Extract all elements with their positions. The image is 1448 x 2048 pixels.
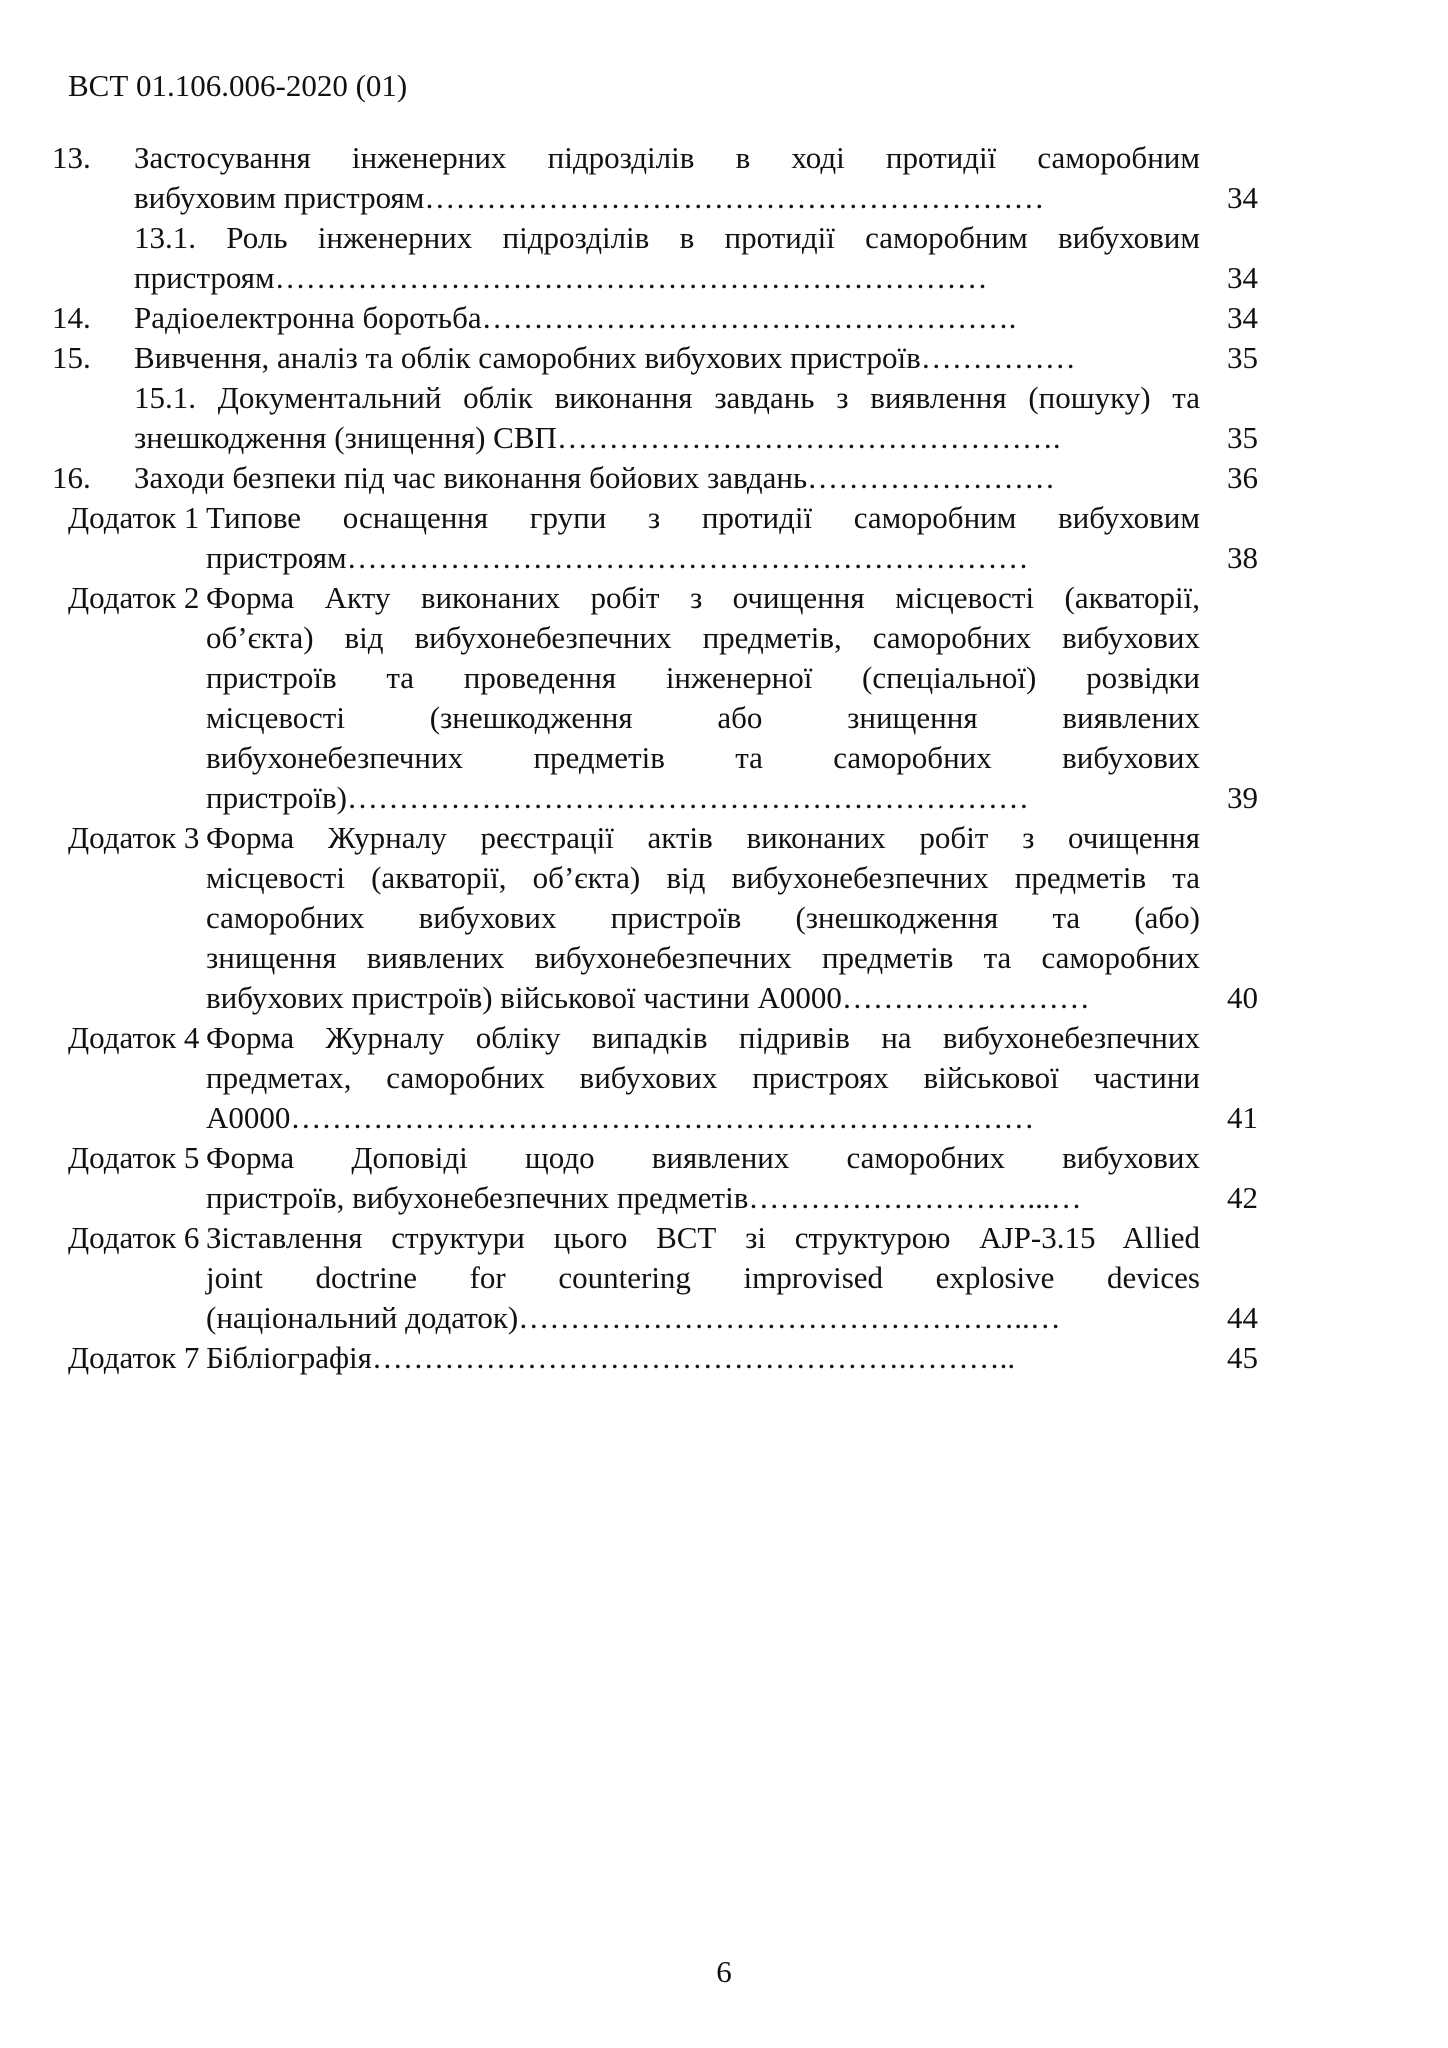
appendix-label: Додаток 5 xyxy=(68,1140,200,1175)
toc-entry-title-line: пристроїв, вибухонебезпечних предметів………………………...… xyxy=(206,1180,1082,1215)
toc-page-number: 35 xyxy=(1227,420,1258,455)
toc-page-number: 36 xyxy=(1227,460,1258,495)
toc-appendix-7[interactable] xyxy=(0,1338,1448,1378)
toc-entry-title-line: місцевості (знешкодження або знищення виявлених xyxy=(206,700,1200,735)
toc-page-number: 38 xyxy=(1227,540,1258,575)
toc-entry-title-line: Форма Доповіді щодо виявлених саморобних вибухових xyxy=(206,1140,1200,1175)
toc-entry-title-line: Заходи безпеки під час виконання бойових завдань…………………… xyxy=(134,460,1056,495)
toc-page-number: 34 xyxy=(1227,300,1258,335)
toc-entry-title-line: пристроїв та проведення інженерної (спеціальної) розвідки xyxy=(206,660,1200,695)
toc-entry-title-line: joint doctrine for countering improvised explosive devices xyxy=(206,1260,1200,1295)
toc-page-number: 35 xyxy=(1227,340,1258,375)
toc-entry-number: 16. xyxy=(52,460,91,495)
toc-entry-title-line: 15.1. Документальний облік виконання завдань з виявлення (пошуку) та xyxy=(134,380,1200,415)
appendix-label: Додаток 1 xyxy=(68,500,200,535)
appendix-label: Додаток 7 xyxy=(68,1340,200,1375)
appendix-label: Додаток 6 xyxy=(68,1220,200,1255)
toc-entry-title-line: А0000……………………………………………………………… xyxy=(206,1100,1035,1135)
toc-page-number: 41 xyxy=(1227,1100,1258,1135)
toc-entry-number: 15. xyxy=(52,340,91,375)
toc-appendix-5[interactable] xyxy=(0,1138,1448,1218)
toc-entry-title-line: пристроям…………………………………………………………… xyxy=(134,260,988,295)
toc-page-number: 34 xyxy=(1227,260,1258,295)
appendix-label: Додаток 3 xyxy=(68,820,200,855)
toc-entry-title-line: пристроям………………………………………………………… xyxy=(206,540,1029,575)
toc-entry-title-line: саморобних вибухових пристроїв (знешкодження та (або) xyxy=(206,900,1200,935)
toc-appendix-4[interactable] xyxy=(0,1018,1448,1138)
toc-entry-title-line: Форма Акту виконаних робіт з очищення місцевості (акваторії, xyxy=(206,580,1200,615)
toc-entry-title-line: Типове оснащення групи з протидії саморобним вибуховим xyxy=(206,500,1200,535)
toc-entry-15-1[interactable] xyxy=(0,378,1448,458)
toc-entry-title-line: Зіставлення структури цього ВСТ зі структурою AJP-3.15 Allied xyxy=(206,1220,1200,1255)
toc-page-number: 45 xyxy=(1227,1340,1258,1375)
toc-entry-title-line: знешкодження (знищення) СВП…………………………………………. xyxy=(134,420,1061,455)
toc-entry-title-line: 13.1. Роль інженерних підрозділів в протидії саморобним вибуховим xyxy=(134,220,1200,255)
toc-entry-title-line: Бібліографія…………………………………………….……….. xyxy=(206,1340,1016,1375)
toc-entry-15[interactable] xyxy=(0,338,1448,378)
toc-entry-title-line: (національний додаток)…………………………………………..… xyxy=(206,1300,1061,1335)
appendix-label: Додаток 4 xyxy=(68,1020,200,1055)
toc-entry-title-line: Форма Журналу обліку випадків підривів на вибухонебезпечних xyxy=(206,1020,1200,1055)
toc-entry-title-line: об’єкта) від вибухонебезпечних предметів, саморобних вибухових xyxy=(206,620,1200,655)
toc-page-number: 39 xyxy=(1227,780,1258,815)
toc-entry-number: 14. xyxy=(52,300,91,335)
toc-appendix-6[interactable] xyxy=(0,1218,1448,1338)
toc-appendix-2[interactable] xyxy=(0,578,1448,818)
toc-entry-title-line: знищення виявлених вибухонебезпечних предметів та саморобних xyxy=(206,940,1200,975)
toc-page-number: 40 xyxy=(1227,980,1258,1015)
toc-entry-title-line: Радіоелектронна боротьба……………………………………………. xyxy=(134,300,1017,335)
toc-entry-number: 13. xyxy=(52,140,91,175)
toc-entry-title-line: Вивчення, аналіз та облік саморобних вибухових пристроїв…………… xyxy=(134,340,1076,375)
page-number-footer: 6 xyxy=(716,1954,732,1989)
toc-page-number: 44 xyxy=(1227,1300,1258,1335)
toc-entry-13-1[interactable] xyxy=(0,218,1448,298)
appendix-label: Додаток 2 xyxy=(68,580,200,615)
toc-entry-title-line: місцевості (акваторії, об’єкта) від вибухонебезпечних предметів та xyxy=(206,860,1200,895)
toc-entry-title-line: Застосування інженерних підрозділів в ході протидії саморобним xyxy=(134,140,1200,175)
toc-entry-title-line: предметах, саморобних вибухових пристроях військової частини xyxy=(206,1060,1200,1095)
toc-entry-14[interactable] xyxy=(0,298,1448,338)
toc-page-number: 42 xyxy=(1227,1180,1258,1215)
toc-entry-title-line: вибуховим пристроям…………………………………………………… xyxy=(134,180,1045,215)
toc-appendix-1[interactable] xyxy=(0,498,1448,578)
toc-page-number: 34 xyxy=(1227,180,1258,215)
table-of-contents xyxy=(0,138,1448,1378)
toc-entry-title-line: вибухонебезпечних предметів та саморобних вибухових xyxy=(206,740,1200,775)
toc-entry-title-line: Форма Журналу реєстрації актів виконаних робіт з очищення xyxy=(206,820,1200,855)
toc-entry-16[interactable] xyxy=(0,458,1448,498)
toc-entry-13[interactable] xyxy=(0,138,1448,218)
document-code: ВСТ 01.106.006-2020 (01) xyxy=(68,68,408,103)
toc-appendix-3[interactable] xyxy=(0,818,1448,1018)
toc-entry-title-line: пристроїв)………………………………………………………… xyxy=(206,780,1029,815)
toc-entry-title-line: вибухових пристроїв) військової частини А0000…………………… xyxy=(206,980,1090,1015)
